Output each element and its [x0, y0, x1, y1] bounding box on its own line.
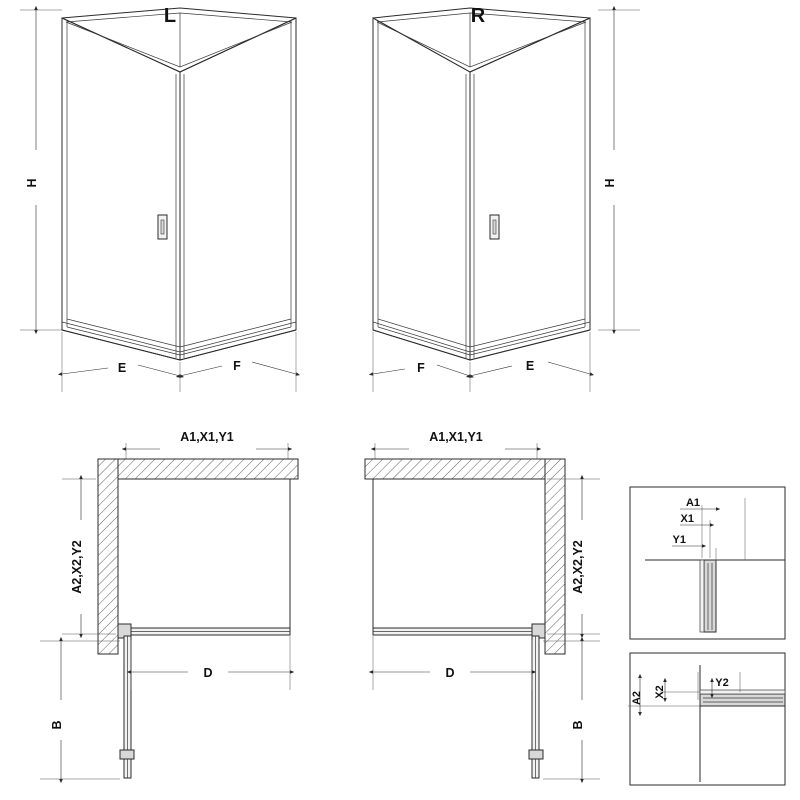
- detail-view-top: [630, 487, 785, 639]
- plan-right-door-dimension: [373, 636, 532, 690]
- detail-bottom-label-y2: Y2: [715, 677, 729, 689]
- door-leaf-open: [120, 636, 134, 778]
- plan-left-top-dimension: [126, 443, 288, 460]
- iso-left-label-f: F: [233, 359, 241, 373]
- plan-view-left: [40, 430, 298, 779]
- plan-left-door-dimension: [131, 636, 290, 690]
- detail-bottom-label-x2: X2: [654, 685, 666, 699]
- iso-right-label-f: F: [417, 361, 425, 375]
- wall-top: [365, 459, 565, 479]
- detail-bottom-label-a2: A2: [631, 690, 643, 706]
- wall-left: [98, 459, 118, 654]
- detail-top-label-a1: A1: [685, 497, 700, 509]
- door-leaf-open: [529, 636, 543, 778]
- plan-left-swing-dimension: [40, 641, 120, 779]
- plan-left-top-label: A1,X1,Y1: [180, 430, 234, 444]
- plan-right-swing-label: B: [571, 720, 585, 730]
- wall-top: [98, 459, 298, 479]
- detail-view-bottom: [628, 653, 785, 785]
- plan-right-side-label: A2,X2,Y2: [571, 540, 585, 594]
- plan-right-top-dimension: [375, 443, 537, 460]
- iso-right-title: R: [470, 5, 486, 27]
- detail-top-label-y1: Y1: [672, 534, 686, 546]
- iso-left-title: L: [163, 5, 177, 27]
- iso-view-left: [20, 5, 296, 392]
- iso-right-height-dimension: [598, 10, 640, 330]
- plan-left-swing-label: B: [50, 720, 64, 730]
- iso-left-label-e: E: [117, 361, 127, 375]
- iso-left-height-label: H: [25, 178, 39, 188]
- iso-right-label-e: E: [525, 359, 535, 373]
- iso-right-height-label: H: [603, 178, 617, 188]
- plan-right-swing-dimension: [543, 641, 600, 779]
- plan-right-top-label: A1,X1,Y1: [429, 430, 483, 444]
- iso-view-right: [373, 5, 640, 392]
- door-handle-icon: [490, 215, 499, 239]
- detail-top-label-x1: X1: [680, 513, 694, 525]
- plan-left-door-label: D: [203, 666, 213, 680]
- iso-left-height-dimension: [20, 10, 62, 330]
- plan-right-door-label: D: [445, 666, 455, 680]
- plan-view-right: [365, 430, 600, 779]
- wall-right: [545, 459, 565, 654]
- door-handle-icon: [158, 215, 167, 239]
- plan-left-side-label: A2,X2,Y2: [70, 540, 84, 594]
